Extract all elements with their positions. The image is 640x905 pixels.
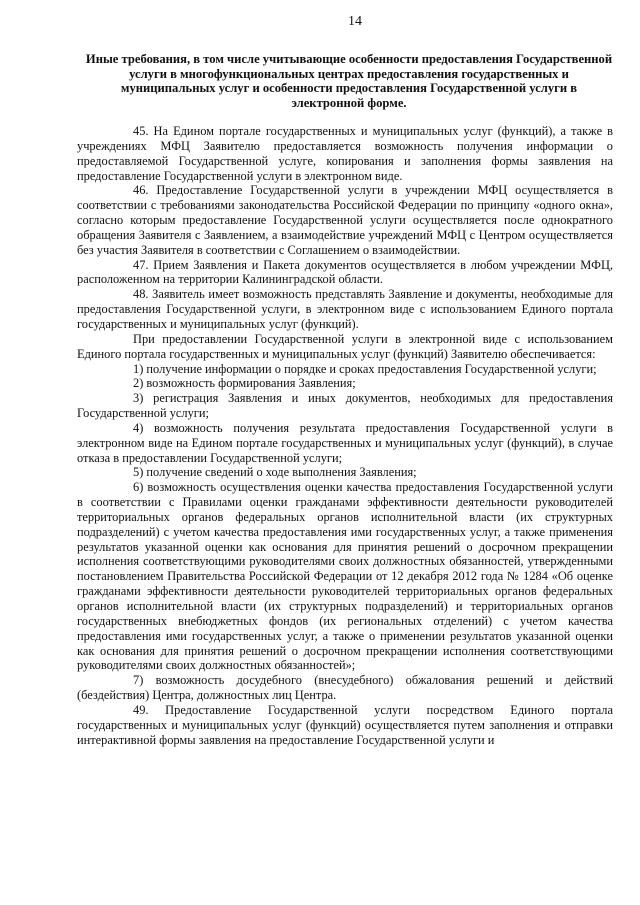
paragraph-49: 49. Предоставление Государственной услуги посредством Единого портала государственных и муниципальных услуг (функций) осуществляется путем заполнения и отправки интерактивной формы заявления на предоставление Государственной услуги и (77, 702, 613, 747)
document-body (77, 124, 613, 747)
list-item-5: 5) получение сведений о ходе выполнения Заявления; (133, 465, 417, 480)
paragraph-48-intro: При предоставлении Государственной услуги в электронной виде с использованием Единого портала государственных и муниципальных услуг (функций) Заявителю обеспечивается: (77, 331, 613, 361)
paragraph-46: 46. Предоставление Государственной услуги в учреждении МФЦ осуществляется в соответствии с требованиями законодательства Российской Федерации по принципу «одного окна», согласно которым предоставление Государственной услуги осуществляется после однократного обращения Заявителя с Заявлением, а взаимодействие учреждений МФЦ с Центром осуществляется без участия Заявителя в соответствии с Соглашением о взаимодействии. (77, 183, 613, 257)
list-item-1: 1) получение информации о порядке и сроках предоставления Государственной услуги; (133, 361, 597, 376)
list-item-7: 7) возможность досудебного (внесудебного) обжалования решений и действий (бездействия) Центра, должностных лиц Центра. (77, 673, 613, 703)
page-number: 14 (348, 14, 362, 29)
list-item-3: 3) регистрация Заявления и иных документов, необходимых для предоставления Государственной услуги; (77, 391, 613, 421)
paragraph-48: 48. Заявитель имеет возможность представлять Заявление и документы, необходимые для предоставления Государственной услуги, в электронном виде с использованием Единого портала государственных и муниципальных услуг (функций). (77, 287, 613, 331)
paragraph-45: 45. На Едином портале государственных и муниципальных услуг (функций), а также в учреждениях МФЦ Заявителю предоставляется возможность получения информации о предоставляемой Государственной услуге, копирования и заполнения формы заявления на предоставление Государственной услуги в электронном виде. (77, 124, 613, 183)
paragraph-47: 47. Прием Заявления и Пакета документов осуществляется в любом учреждении МФЦ, расположенном на территории Калининградской области. (77, 257, 613, 287)
list-item-6: 6) возможность осуществления оценки качества предоставления Государственной услуги в соответствии с Правилами оценки гражданами эффективности деятельности руководителей территориальных органов федеральных органов исполнительной власти (их структурных подразделений) с учетом качества предоставления ими государственных услуг, а также применения результатов указанной оценки как основания для принятия решений о досрочном прекращении исполнения соответствующими руководителями своих должностных обязанностей, утвержденными постановлением Правительства Российской Федерации от 12 декабря 2012 года № 1284 «Об оценке гражданами эффективности деятельности руководителей территориальных органов федеральных органов исполнительной власти (их структурных подразделений) и территориальных органов государственных внебюджетных фондов (их региональных отделений) с учетом качества предоставления ими государственных услуг, а также о применении результатов указанной оценки как основания для принятия решений о досрочном прекращении исполнения соответствующими руководителями своих должностных обязанностей»; (77, 480, 613, 673)
list-item-2: 2) возможность формирования Заявления; (133, 376, 356, 391)
section-heading: Иные требования, в том числе учитывающие особенности предоставления Государственной услуги в многофункциональных центрах предоставления государственных и муниципальных услуг и особенности предоставления Государственной услуги в электронной форме. (85, 52, 613, 110)
list-item-4: 4) возможность получения результата предоставления Государственной услуги в электронном виде на Едином портале государственных и муниципальных услуг (функций), в случае отказа в предоставлении Государственной услуги; (77, 420, 613, 465)
